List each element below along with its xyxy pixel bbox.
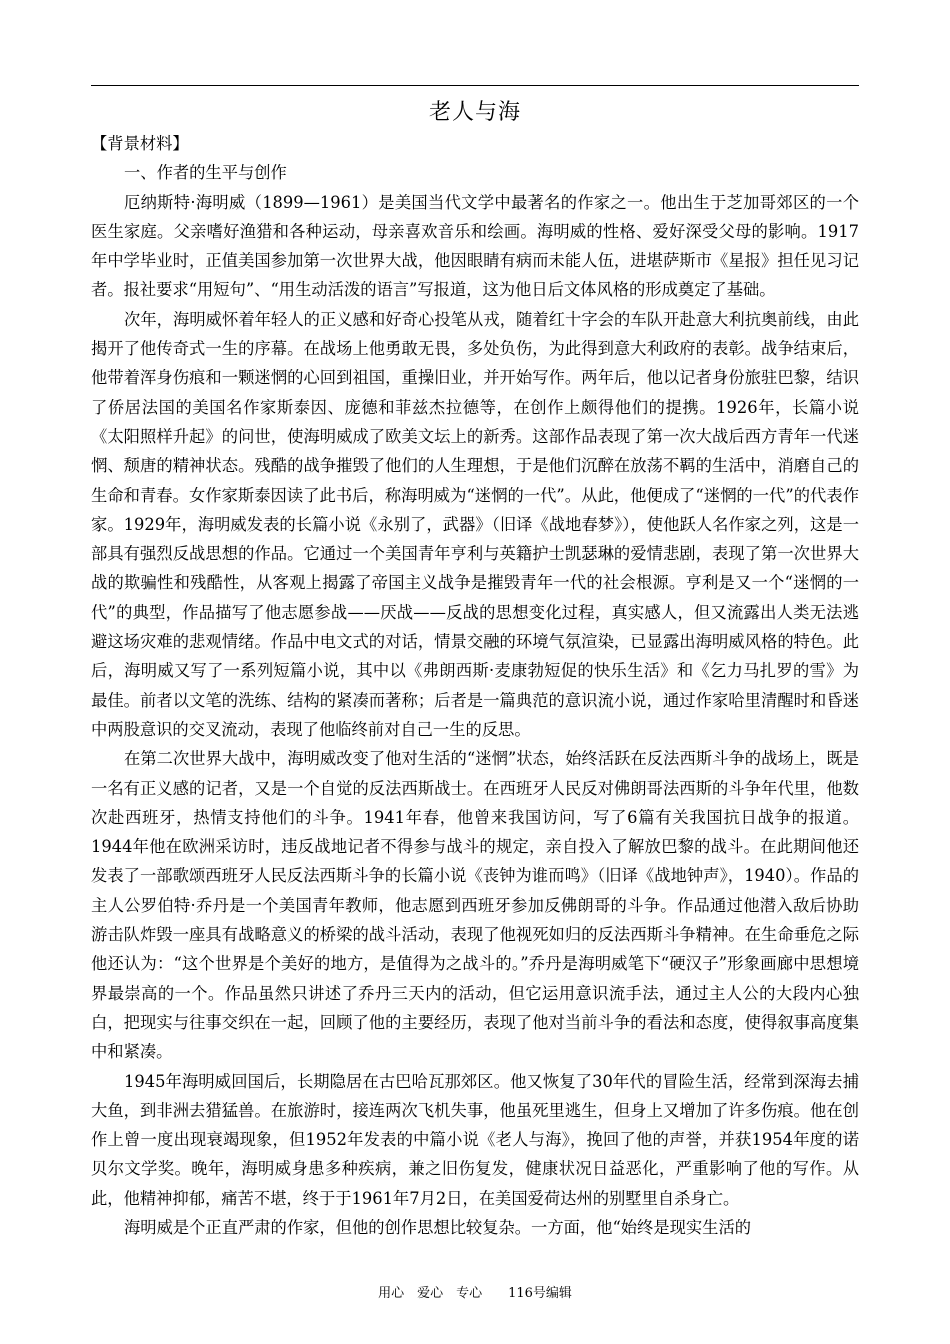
section-label: 【背景材料】 [91, 134, 189, 153]
paragraph-5: 海明威是个正直严肃的作家，但他的创作思想比较复杂。一方面，他“始终是现实生活的 [124, 1217, 752, 1237]
header-rule [91, 85, 859, 86]
page-footer: 用心 爱心 专心 116号编辑 [378, 1286, 572, 1301]
article-body [91, 129, 859, 1242]
paragraph-2: 次年，海明威怀着年轻人的正义感和好奇心投笔从戎，随着红十字会的车队开赴意大利抗奥前线，由此揭开了他传奇式一生的序幕。在战场上他勇敢无畏，多处负伤，为此得到意大利政府的表彰。战争结束后，他带着浑身伤痕和一颗迷惘的心回到祖国，重操旧业，并开始写作。两年后，他以记者身份旅驻巴黎，结识了侨居法国的美国名作家斯泰因、庞德和菲兹杰拉德等，在创作上颇得他们的提携。1926年，长篇小说《太阳照样升起》的问世，使海明威成了欧美文坛上的新秀。这部作品表现了第一次大战后西方青年一代迷惘、颓唐的精神状态。残酷的战争摧毁了他们的人生理想，于是他们沉醉在放荡不羁的生活中，消磨自己的生命和青春。女作家斯泰因读了此书后，称海明威为“迷惘的一代”。从此，他便成了“迷惘的一代”的代表作家。1929年，海明威发表的长篇小说《永别了，武器》（旧译《战地春梦》），使他跃人名作家之列，这是一部具有强烈反战思想的作品。它通过一个美国青年亨利与英籍护士凯瑟琳的爱情悲剧，表现了第一次世界大战的欺骗性和残酷性，从客观上揭露了帝国主义战争是摧毁青年一代的社会根源。亨利是又一个“迷惘的一代”的典型，作品描写了他志愿参战——厌战——反战的思想变化过程，真实感人，但又流露出人类无法逃避这场灾难的悲观情绪。作品中电文式的对话，情景交融的环境气氛渲染，已显露出海明威风格的特色。此后，海明威又写了一系列短篇小说，其中以《弗朗西斯·麦康勃短促的快乐生活》和《乞力马扎罗的雪》为最佳。前者以文笔的洗练、结构的紧凑而著称；后者是一篇典范的意识流小说，通过作家哈里清醒时和昏迷中两股意识的交叉流动，表现了他临终前对自己一生的反思。 [91, 309, 859, 739]
paragraph-1: 厄纳斯特·海明威（1899—1961）是美国当代文学中最著名的作家之一。他出生于芝加哥郊区的一个医生家庭。父亲嗜好渔猎和各种运动，母亲喜欢音乐和绘画。海明威的性格、爱好深受父母的影响。1917年中学毕业时，正值美国参加第一次世界大战，他因眼睛有病而未能人伍，进堪萨斯市《星报》担任见习记者。报社要求“用短句”、“用生动活泼的语言”写报道，这为他日后文体风格的形成奠定了基础。 [91, 192, 859, 300]
paragraph-4: 1945年海明威回国后，长期隐居在古巴哈瓦那郊区。他又恢复了30年代的冒险生活，经常到深海去捕大鱼，到非洲去猎猛兽。在旅游时，接连两次飞机失事，他虽死里逃生，但身上又增加了许多伤痕。他在创作上曾一度出现衰竭现象，但1952年发表的中篇小说《老人与海》，挽回了他的声誉，并获1954年度的诺贝尔文学奖。晚年，海明威身患多种疾病，兼之旧伤复发，健康状况日益恶化，严重影响了他的写作。从此，他精神抑郁，痛苦不堪，终于于1961年7月2日，在美国爱荷达州的别墅里自杀身亡。 [91, 1071, 859, 1208]
page-title: 老人与海 [428, 100, 521, 125]
sub-heading: 一、作者的生平与创作 [124, 163, 287, 183]
document-page [91, 0, 859, 1344]
paragraph-3: 在第二次世界大战中，海明威改变了他对生活的“迷惘”状态，始终活跃在反法西斯斗争的战场上，既是一名有正义感的记者，又是一个自觉的反法西斯战士。在西班牙人民反对佛朗哥法西斯的斗争年代里，他数次赴西班牙，热情支持他们的斗争。1941年春，他曾来我国访问，写了6篇有关我国抗日战争的报道。1944年他在欧洲采访时，违反战地记者不得参与战斗的规定，亲自投入了解放巴黎的战斗。在此期间他还发表了一部歌颂西班牙人民反法西斯斗争的长篇小说《丧钟为谁而鸣》（旧译《战地钟声》，1940）。作品的主人公罗伯特·乔丹是一个美国青年教师，他志愿到西班牙参加反佛朗哥的斗争。作品通过他潜入敌后协助游击队炸毁一座具有战略意义的桥梁的战斗活动，表现了他视死如归的反法西斯斗争精神。在生命垂危之际他还认为：“这个世界是个美好的地方，是值得为之战斗的。”乔丹是海明威笔下“硬汉子”形象画廊中思想境界最崇高的一个。作品虽然只讲述了乔丹三天内的活动，但它运用意识流手法，通过主人公的大段内心独白，把现实与往事交织在一起，回顾了他的主要经历，表现了他对当前斗争的看法和态度，使得叙事高度集中和紧凑。 [91, 749, 859, 1062]
